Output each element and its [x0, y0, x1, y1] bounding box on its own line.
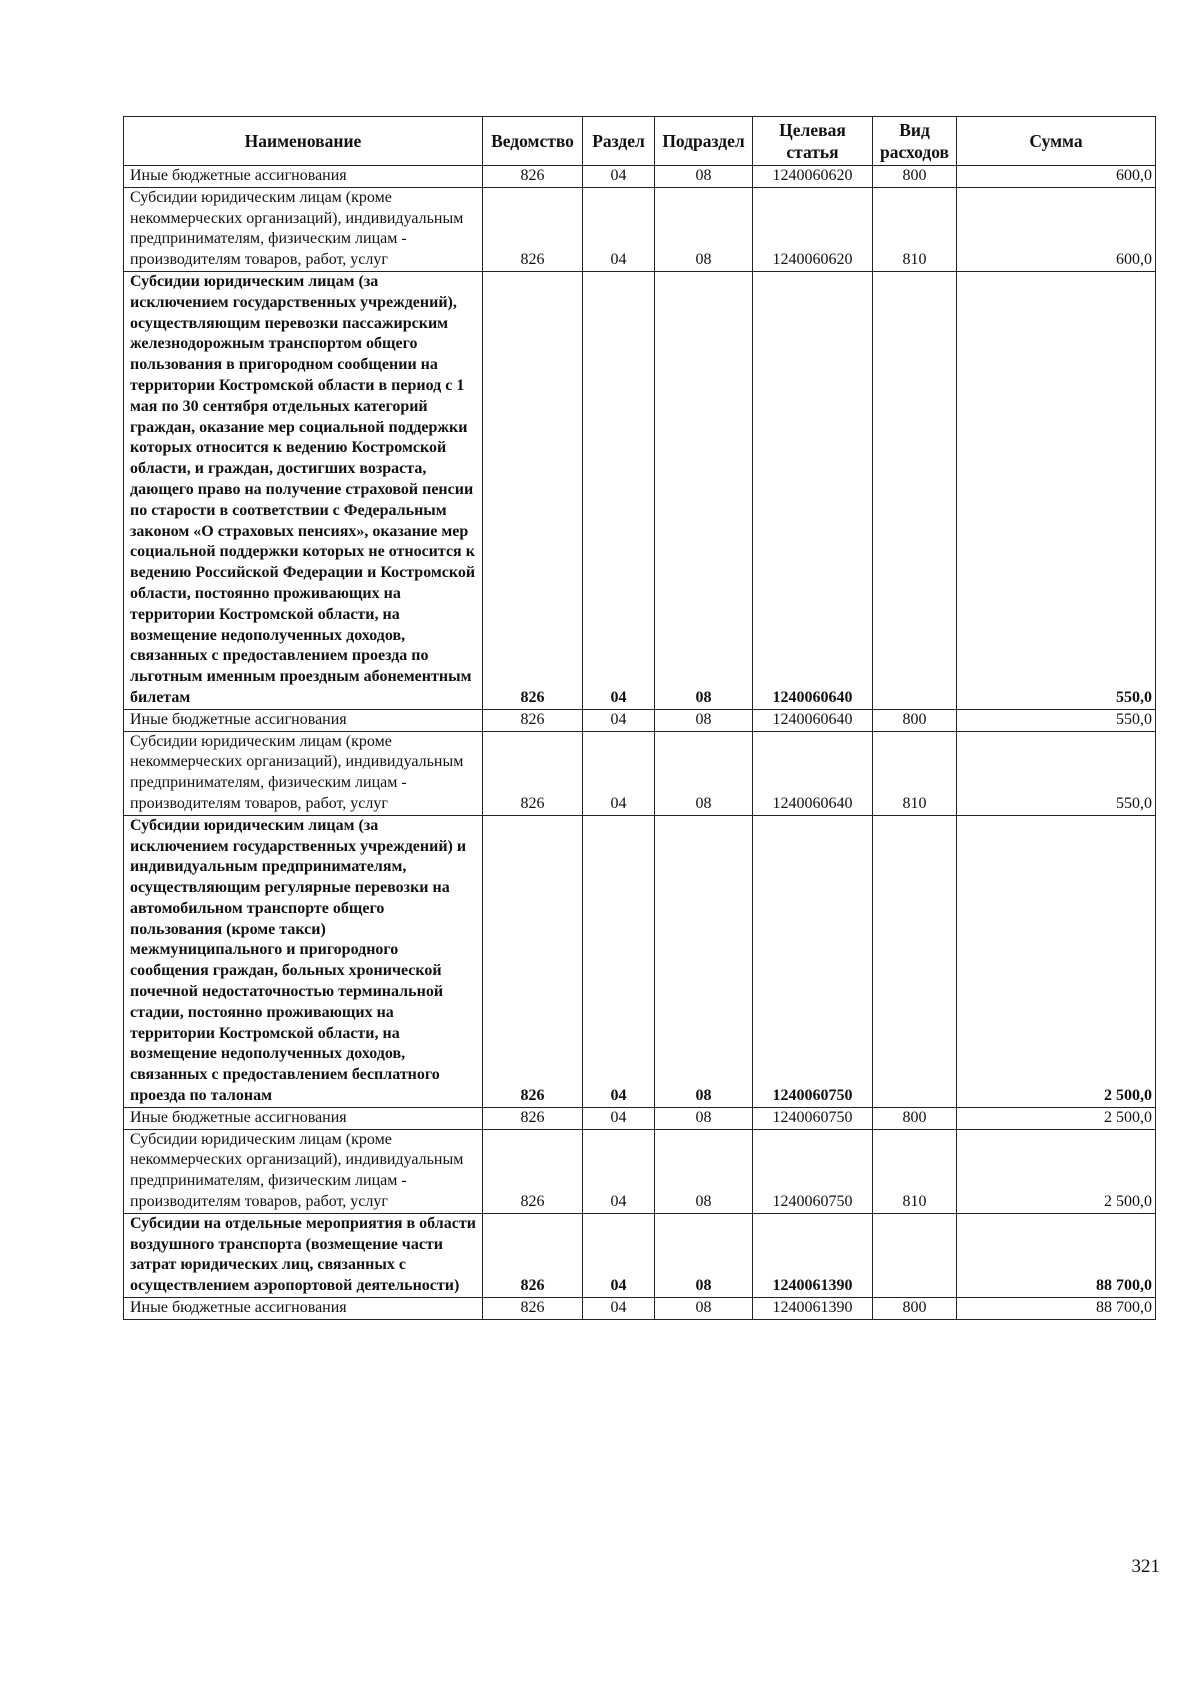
header-expense-type: Вид расходов [873, 117, 957, 166]
row-name: Субсидии юридическим лицам (кроме некоммерческих организаций), индивидуальным предпринимателям, физическим лицам - производителям товаров, работ, услуг [124, 1129, 483, 1213]
row-department: 826 [483, 1107, 583, 1129]
row-section: 04 [583, 271, 655, 709]
row-department: 826 [483, 1298, 583, 1320]
header-target-article: Целевая статья [753, 117, 873, 166]
row-target-article: 1240060620 [753, 187, 873, 271]
row-section: 04 [583, 166, 655, 188]
row-section: 04 [583, 187, 655, 271]
table-row [124, 731, 1156, 815]
row-section: 04 [583, 1107, 655, 1129]
row-subsection: 08 [655, 1213, 753, 1297]
row-department: 826 [483, 815, 583, 1107]
row-expense-type [873, 1213, 957, 1297]
row-name: Субсидии юридическим лицам (за исключением государственных учреждений) и индивидуальным предпринимателям, осуществляющим регулярные перевозки на автомобильном транспорте общего пользования (кроме такси) межмуниципального и пригородного сообщения граждан, больных хронической почечной недостаточностью терминальной стадии, постоянно проживающих на территории Костромской области, на возмещение недополученных доходов, связанных с предоставлением бесплатного проезда по талонам [124, 815, 483, 1107]
row-section: 04 [583, 709, 655, 731]
row-subsection: 08 [655, 1107, 753, 1129]
row-amount: 550,0 [957, 271, 1156, 709]
row-department: 826 [483, 187, 583, 271]
row-name: Субсидии юридическим лицам (кроме некоммерческих организаций), индивидуальным предпринимателям, физическим лицам - производителям товаров, работ, услуг [124, 187, 483, 271]
row-department: 826 [483, 709, 583, 731]
row-name: Субсидии на отдельные мероприятия в области воздушного транспорта (возмещение части затрат юридических лиц, связанных с осуществлением аэропортовой деятельности) [124, 1213, 483, 1297]
row-amount: 88 700,0 [957, 1298, 1156, 1320]
row-subsection: 08 [655, 815, 753, 1107]
table-row [124, 709, 1156, 731]
row-section: 04 [583, 1129, 655, 1213]
row-amount: 600,0 [957, 187, 1156, 271]
row-amount: 88 700,0 [957, 1213, 1156, 1297]
row-amount: 550,0 [957, 731, 1156, 815]
row-subsection: 08 [655, 709, 753, 731]
row-amount: 550,0 [957, 709, 1156, 731]
row-target-article: 1240060750 [753, 815, 873, 1107]
header-department: Ведомство [483, 117, 583, 166]
row-department: 826 [483, 1213, 583, 1297]
row-expense-type [873, 815, 957, 1107]
row-name: Иные бюджетные ассигнования [124, 1107, 483, 1129]
row-target-article: 1240060620 [753, 166, 873, 188]
row-subsection: 08 [655, 187, 753, 271]
table-row [124, 166, 1156, 188]
table-row [124, 1213, 1156, 1297]
row-expense-type [873, 271, 957, 709]
table-header-row [124, 117, 1156, 166]
row-expense-type: 810 [873, 731, 957, 815]
table-row [124, 815, 1156, 1107]
table-row [124, 1107, 1156, 1129]
header-section: Раздел [583, 117, 655, 166]
header-name: Наименование [124, 117, 483, 166]
row-name: Иные бюджетные ассигнования [124, 1298, 483, 1320]
row-name: Субсидии юридическим лицам (кроме некоммерческих организаций), индивидуальным предпринимателям, физическим лицам - производителям товаров, работ, услуг [124, 731, 483, 815]
row-target-article: 1240060640 [753, 271, 873, 709]
row-name: Субсидии юридическим лицам (за исключением государственных учреждений), осуществляющим перевозки пассажирским железнодорожным транспортом общего пользования в пригородном сообщении на территории Костромской области в период с 1 мая по 30 сентября отдельных категорий граждан, оказание мер социальной поддержки которых относится к ведению Костромской области, и граждан, достигших возраста, дающего право на получение страховой пенсии по старости в соответствии с Федеральным законом «О страховых пенсиях», оказание мер социальной поддержки которых не относится к ведению Российской Федерации и Костромской области, постоянно проживающих на территории Костромской области, на возмещение недополученных доходов, связанных с предоставлением проезда по льготным именным проездным абонементным билетам [124, 271, 483, 709]
row-amount: 2 500,0 [957, 1129, 1156, 1213]
page-number: 321 [1131, 1556, 1160, 1577]
row-amount: 600,0 [957, 166, 1156, 188]
row-name: Иные бюджетные ассигнования [124, 709, 483, 731]
row-expense-type: 800 [873, 166, 957, 188]
table-row [124, 1129, 1156, 1213]
row-expense-type: 810 [873, 1129, 957, 1213]
table-row [124, 271, 1156, 709]
row-section: 04 [583, 731, 655, 815]
row-target-article: 1240060640 [753, 709, 873, 731]
row-expense-type: 810 [873, 187, 957, 271]
row-department: 826 [483, 731, 583, 815]
row-department: 826 [483, 166, 583, 188]
row-department: 826 [483, 1129, 583, 1213]
row-target-article: 1240060750 [753, 1107, 873, 1129]
budget-table [123, 116, 1156, 1320]
header-subsection: Подраздел [655, 117, 753, 166]
row-target-article: 1240060640 [753, 731, 873, 815]
row-subsection: 08 [655, 166, 753, 188]
row-expense-type: 800 [873, 1107, 957, 1129]
header-amount: Сумма [957, 117, 1156, 166]
table-row [124, 187, 1156, 271]
row-section: 04 [583, 1298, 655, 1320]
row-expense-type: 800 [873, 709, 957, 731]
row-subsection: 08 [655, 1298, 753, 1320]
row-target-article: 1240061390 [753, 1213, 873, 1297]
row-amount: 2 500,0 [957, 1107, 1156, 1129]
row-expense-type: 800 [873, 1298, 957, 1320]
row-department: 826 [483, 271, 583, 709]
row-subsection: 08 [655, 271, 753, 709]
row-subsection: 08 [655, 731, 753, 815]
row-subsection: 08 [655, 1129, 753, 1213]
row-section: 04 [583, 815, 655, 1107]
table-row [124, 1298, 1156, 1320]
row-amount: 2 500,0 [957, 815, 1156, 1107]
row-name: Иные бюджетные ассигнования [124, 166, 483, 188]
row-target-article: 1240060750 [753, 1129, 873, 1213]
row-section: 04 [583, 1213, 655, 1297]
row-target-article: 1240061390 [753, 1298, 873, 1320]
